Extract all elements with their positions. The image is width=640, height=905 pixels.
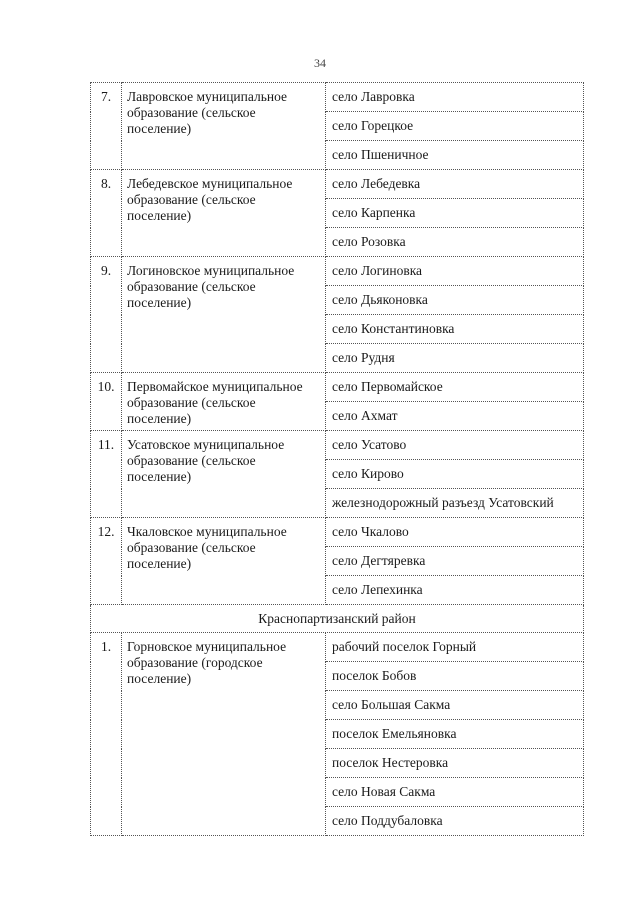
settlement-name: поселок Емельяновка <box>326 720 584 749</box>
settlement-name: поселок Нестеровка <box>326 749 584 778</box>
municipality-name: Усатовское муниципальное образование (сельское поселение) <box>122 431 326 518</box>
settlement-name: поселок Бобов <box>326 662 584 691</box>
municipality-number: 1. <box>91 633 122 836</box>
municipality-number: 8. <box>91 170 122 257</box>
settlement-name: село Пшеничное <box>326 141 584 170</box>
district-row <box>91 605 584 633</box>
settlement-name: село Карпенка <box>326 199 584 228</box>
settlement-name: село Усатово <box>326 431 584 460</box>
settlement-name: село Чкалово <box>326 518 584 547</box>
page-number: 34 <box>314 56 326 70</box>
settlement-name: село Ахмат <box>326 402 584 431</box>
settlement-name: село Дьяконовка <box>326 286 584 315</box>
municipality-number: 11. <box>91 431 122 518</box>
settlement-name: село Рудня <box>326 344 584 373</box>
settlement-name: село Горецкое <box>326 112 584 141</box>
settlement-name: село Логиновка <box>326 257 584 286</box>
municipality-name: Логиновское муниципальное образование (сельское поселение) <box>122 257 326 373</box>
settlement-name: село Кирово <box>326 460 584 489</box>
municipality-number: 10. <box>91 373 122 431</box>
table-row <box>91 257 584 286</box>
municipality-name: Горновское муниципальное образование (городское поселение) <box>122 633 326 836</box>
table-row <box>91 373 584 402</box>
table-row <box>91 518 584 547</box>
settlement-name: село Поддубаловка <box>326 807 584 836</box>
municipality-name: Первомайское муниципальное образование (сельское поселение) <box>122 373 326 431</box>
table-row <box>91 431 584 460</box>
settlement-name: село Константиновка <box>326 315 584 344</box>
table-row <box>91 633 584 662</box>
municipality-number: 9. <box>91 257 122 373</box>
settlement-name: село Лавровка <box>326 83 584 112</box>
settlement-name: село Большая Сакма <box>326 691 584 720</box>
municipality-number: 7. <box>91 83 122 170</box>
municipality-name: Чкаловское муниципальное образование (сельское поселение) <box>122 518 326 605</box>
municipality-number: 12. <box>91 518 122 605</box>
settlement-name: село Розовка <box>326 228 584 257</box>
settlement-name: рабочий поселок Горный <box>326 633 584 662</box>
settlement-name: село Первомайское <box>326 373 584 402</box>
municipality-name: Лавровское муниципальное образование (сельское поселение) <box>122 83 326 170</box>
municipality-name: Лебедевское муниципальное образование (сельское поселение) <box>122 170 326 257</box>
settlement-name: железнодорожный разъезд Усатовский <box>326 489 584 518</box>
table-row <box>91 170 584 199</box>
settlement-name: село Лепехинка <box>326 576 584 605</box>
district-name: Краснопартизанский район <box>91 605 584 633</box>
table-row <box>91 83 584 112</box>
settlement-name: село Лебедевка <box>326 170 584 199</box>
settlement-name: село Новая Сакма <box>326 778 584 807</box>
settlement-name: село Дегтяревка <box>326 547 584 576</box>
settlements-table <box>90 82 584 836</box>
